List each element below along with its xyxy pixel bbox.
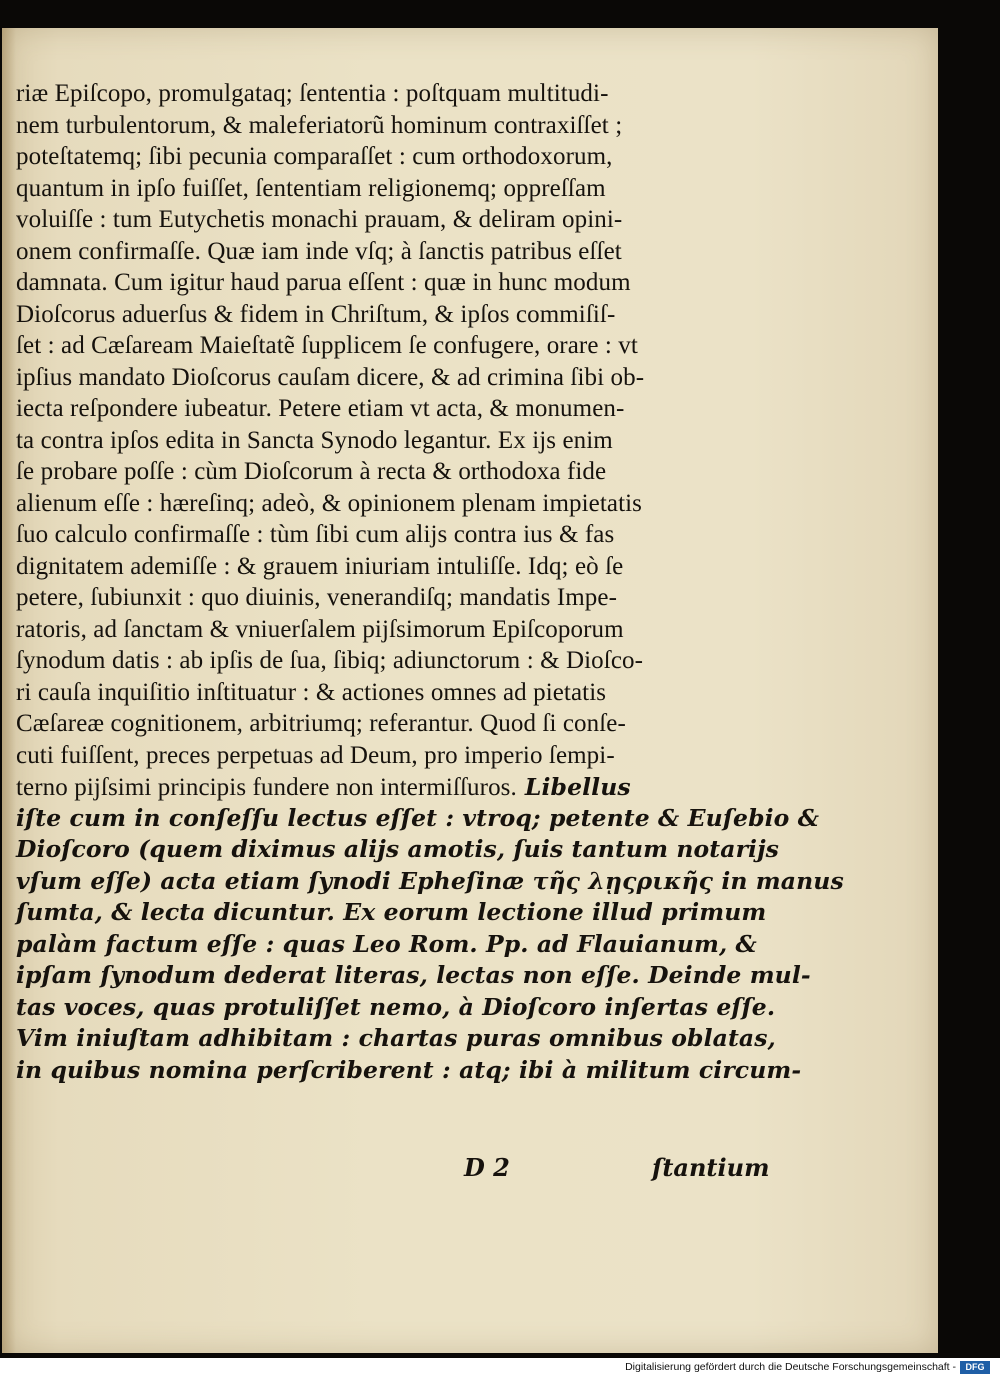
text-line-italic-part: Libellus [524,773,631,801]
text-line: ratoris, ad ſanctam & vniuerſalem pijſsimorum Epiſcoporum [16,615,624,643]
text-line-italic: vſum eſſe) acta etiam ſynodi Epheſinæ τῆς λῃςρικῆς in manus [16,866,844,895]
text-line: quantum in ipſo fuiſſet, ſententiam religionemq; oppreſſam [16,174,606,202]
text-line-italic: tas voces, quas protuliſſet nemo, à Dioſcoro inſertas eſſe. [16,992,776,1021]
text-line-italic: ipſam ſynodum dederat literas, lectas non eſſe. Deinde mul- [16,961,811,989]
text-line-mixed [16,771,786,803]
dfg-logo[interactable]: DFG [960,1361,990,1374]
book-page [2,28,938,1353]
footer-bar [0,1358,1000,1378]
catchword: ſtantium [652,1153,770,1182]
text-line-italic: in quibus nomina perſcriberent : atq; ibi à militum circum- [16,1055,802,1084]
text-line: ſet : ad Cæſaream Maieſtatẽ ſupplicem ſe confugere, orare : vt [16,332,638,359]
text-line: alienum eſſe : hæreſinq; adeò, & opinionem plenam impietatis [16,489,642,517]
text-line: dignitatem ademiſſe : & grauem iniuriam intuliſſe. Idq; eò ſe [16,552,624,580]
text-line-roman-part: terno pijſsimi principis fundere non intermiſſuros. [16,774,517,801]
text-line: voluiſſe : tum Eutychetis monachi prauam, & deliram opini- [16,206,623,233]
text-line: iecta reſpondere iubeatur. Petere etiam vt acta, & monumen- [16,395,625,422]
text-line-italic: ſumta, & lecta dicuntur. Ex eorum lectione illud primum [16,898,767,926]
text-line: ſynodum datis : ab ipſis de ſua, ſibiq; adiunctorum : & Dioſco- [16,647,644,674]
text-line: onem confirmaſſe. Quæ iam inde vſq; à ſanctis patribus eſſet [16,237,622,265]
text-line: ipſius mandato Dioſcorus cauſam dicere, & ad crimina ſibi ob- [16,363,645,391]
text-line: damnata. Cum igitur haud parua eſſent : quæ in hunc modum [16,269,631,296]
text-line-italic: Dioſcoro (quem diximus alijs amotis, ſuis tantum notarijs [16,835,780,863]
text-line: ſe probare poſſe : cùm Dioſcorum à recta & orthodoxa fide [16,458,607,485]
text-line-italic: palàm factum eſſe : quas Leo Rom. Pp. ad Flauianum, & [16,929,757,958]
text-line: riæ Epiſcopo, promulgataq; ſententia : poſtquam multitudi- [16,80,609,107]
footer-credit: Digitalisierung gefördert durch die Deutsche Forschungsgemeinschaft - [625,1361,956,1373]
text-line: nem turbulentorum, & maleferiatorũ hominum contraxiſſet ; [16,111,623,139]
text-line-italic: Vim iniuſtam adhibitam : chartas puras omnibus oblatas, [16,1024,776,1052]
signature-line [2,1153,772,1185]
text-line: Dioſcorus aduerſus & fidem in Chriſtum, & ipſos commiſiſ- [16,300,616,328]
text-block [16,78,844,1086]
text-line: Cæſareæ cognitionem, arbitriumq; referantur. Quod ſi conſe- [16,710,626,737]
text-line: petere, ſubiunxit : quo diuinis, venerandiſq; mandatis Impe- [16,584,618,611]
text-line: poteſtatemq; ſibi pecunia comparaſſet : cum orthodoxorum, [16,143,613,170]
text-line: cuti fuiſſent, preces perpetuas ad Deum, pro imperio ſempi- [16,741,615,769]
signature-mark: D 2 [464,1153,510,1182]
text-line-italic: iſte cum in conſeſſu lectus eſſet : vtroq; petente & Euſebio & [16,803,820,832]
text-line: ri cauſa inquiſitio inſtituatur : & actiones omnes ad pietatis [16,678,607,706]
text-line: ta contra ipſos edita in Sancta Synodo legantur. Ex ijs enim [16,426,613,454]
text-line: ſuo calculo confirmaſſe : tùm ſibi cum alijs contra ius & fas [16,521,615,548]
